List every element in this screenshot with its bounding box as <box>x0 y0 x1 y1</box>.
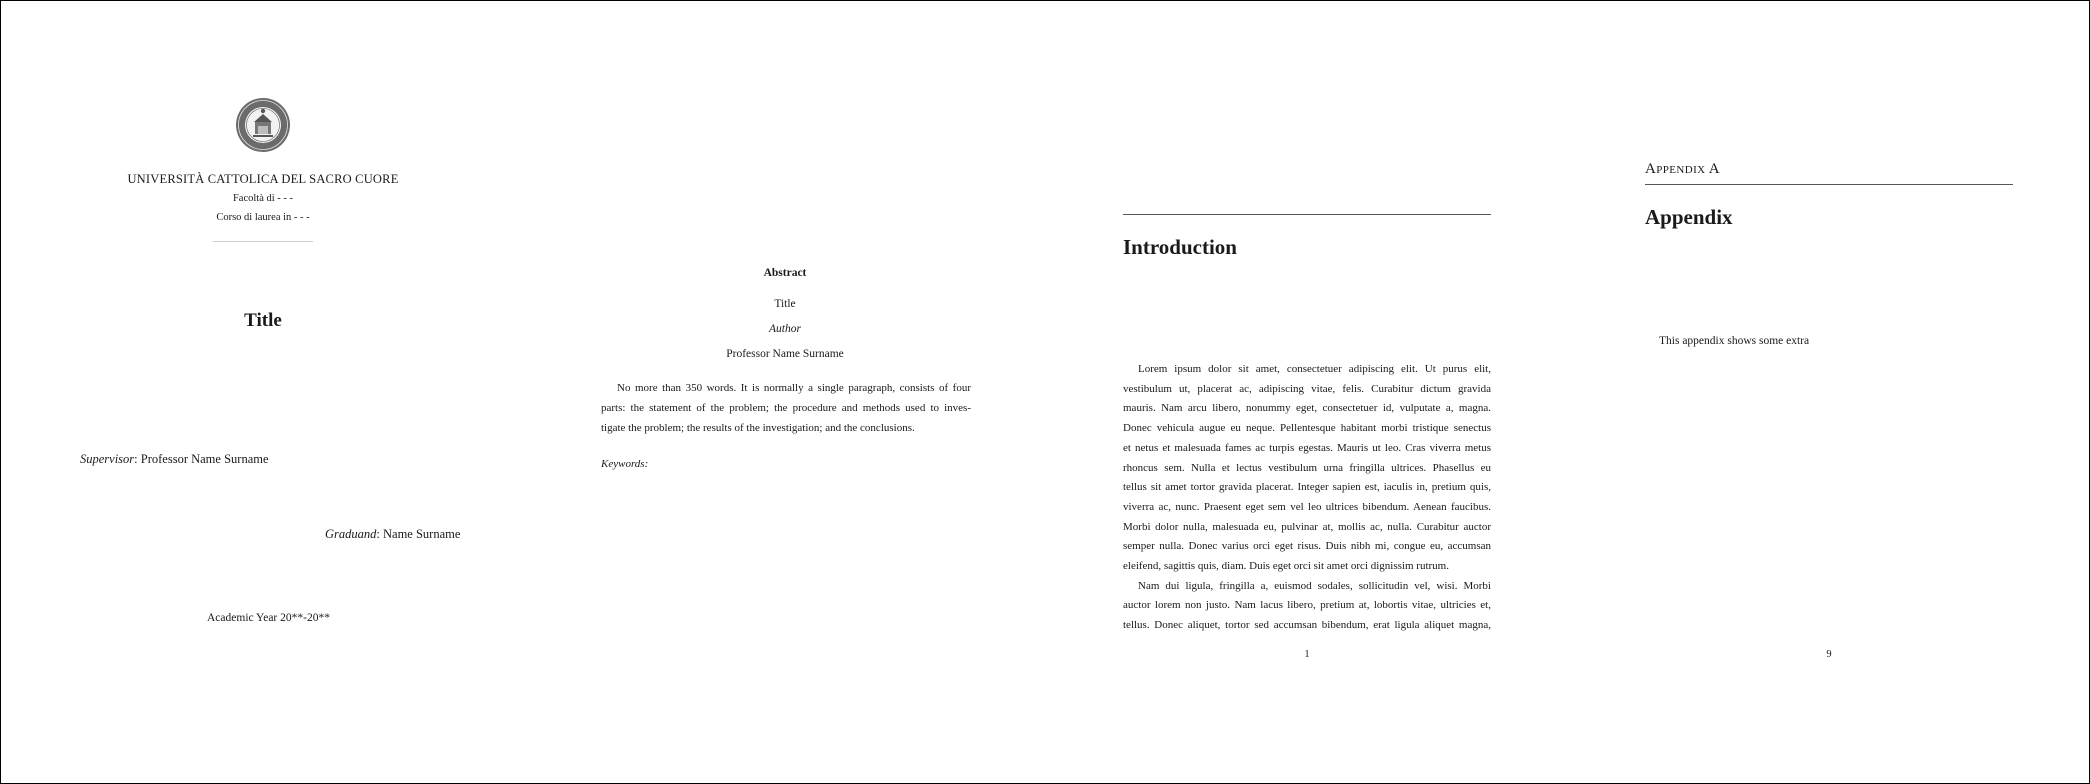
title-page <box>1 1 523 783</box>
graduand-label: Graduand <box>325 527 377 541</box>
body-line: viverra ac, nunc. Praesent eget sem vel leo ultrices bibendum. Aenean faucibus. <box>1123 500 1491 513</box>
supervisor-line <box>80 452 269 467</box>
page-number: 9 <box>1826 649 1832 660</box>
graduand-name: : Name Surname <box>376 527 461 541</box>
chapter-page <box>1045 1 1567 783</box>
abstract-line: No more than 350 words. It is normally a single paragraph, consists of four <box>617 382 971 394</box>
abstract-title: Title <box>774 298 796 310</box>
body-line: et netus et malesuada fames ac turpis egestas. Mauris ut leo. Cras viverra metus <box>1123 441 1491 454</box>
chapter-rule <box>1123 214 1491 215</box>
body-line: eleifend, sagittis quis, diam. Duis eget orci sit amet orci dignissim rutrum. <box>1123 560 1449 573</box>
body-line: Morbi dolor nulla, malesuada eu, pulvinar at, mollis ac, nulla. Curabitur auctor <box>1123 520 1491 533</box>
body-line: semper nulla. Donec varius orci eget risus. Duis nibh mi, congue eu, accumsan <box>1123 540 1491 553</box>
body-line: Donec vehicula augue eu neque. Pellentesque habitant morbi tristique senectus <box>1123 422 1491 435</box>
thesis-title: Title <box>244 310 282 331</box>
appendix-page <box>1567 1 2089 783</box>
academic-year: Academic Year 20**-20** <box>207 612 330 624</box>
appendix-label: Appendix A <box>1645 161 1721 177</box>
body-line: tellus. Donec aliquet, tortor sed accumsan bibendum, erat ligula aliquet magna, <box>1123 619 1491 632</box>
body-line: Lorem ipsum dolor sit amet, consectetuer adipiscing elit. Ut purus elit, <box>1138 363 1491 375</box>
page-number: 1 <box>1304 649 1310 660</box>
university-seal-icon <box>235 97 291 153</box>
body-line: mauris. Nam arcu libero, nonummy eget, consectetuer id, vulputate a, magna. <box>1123 402 1491 415</box>
abstract-professor: Professor Name Surname <box>726 348 844 360</box>
appendix-rule <box>1645 184 2013 185</box>
body-line: tellus sit amet tortor gravida placerat. Integer sapien est, iaculis in, pretium quis, <box>1123 481 1491 494</box>
title-separator <box>213 241 313 242</box>
abstract-author: Author <box>769 323 801 335</box>
abstract-line: tigate the problem; the results of the investigation; and the conclusions. <box>601 422 915 434</box>
university-name: UNIVERSITÀ CATTOLICA DEL SACRO CUORE <box>127 172 399 186</box>
chapter-title: Introduction <box>1123 235 1237 259</box>
supervisor-label: Supervisor <box>80 452 135 466</box>
body-line: Nam dui ligula, fringilla a, euismod sodales, sollicitudin vel, wisi. Morbi <box>1138 579 1491 592</box>
supervisor-name: : Professor Name Surname <box>134 452 269 466</box>
abstract-heading: Abstract <box>763 267 807 279</box>
keywords-label: Keywords: <box>601 458 649 470</box>
abstract-page <box>523 1 1045 783</box>
abstract-line: parts: the statement of the problem; the procedure and methods used to inves- <box>601 402 971 414</box>
appendix-title: Appendix <box>1645 205 1733 229</box>
body-line: auctor lorem non justo. Nam lacus libero, pretium at, lobortis vitae, ultricies et, <box>1123 599 1491 612</box>
abstract-body <box>601 378 971 438</box>
course-line: Corso di laurea in - - - <box>216 212 310 223</box>
chapter-body <box>1123 360 1491 636</box>
faculty-line: Facoltà di - - - <box>232 193 294 204</box>
appendix-text: This appendix shows some extra <box>1659 335 1810 347</box>
body-line: rhoncus sem. Nulla et lectus vestibulum urna fringilla ultrices. Phasellus eu <box>1123 461 1491 474</box>
graduand-line <box>325 527 460 542</box>
body-line: vestibulum ut, placerat ac, adipiscing vitae, felis. Curabitur dictum gravida <box>1123 382 1491 395</box>
